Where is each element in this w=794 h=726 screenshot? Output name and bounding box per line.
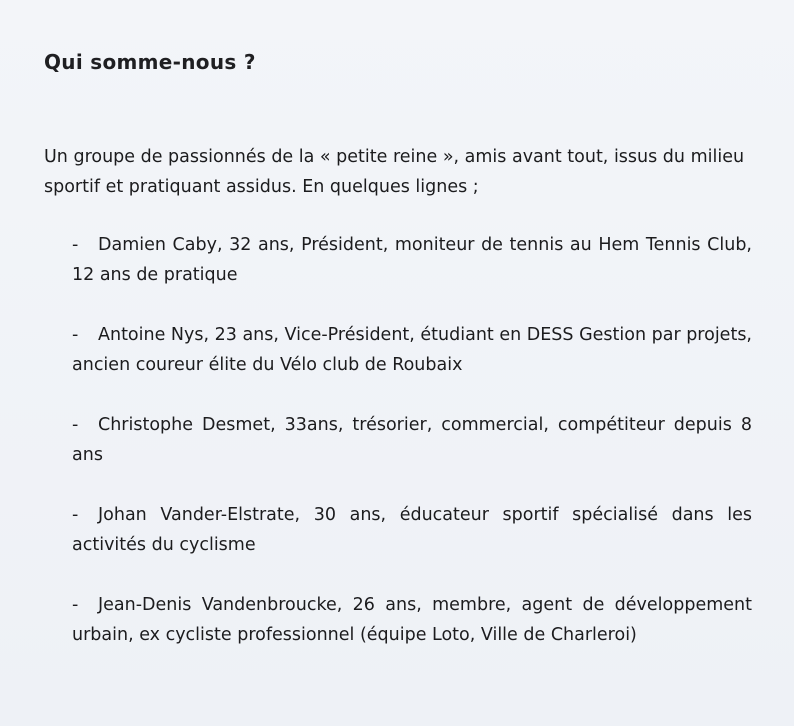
list-dash: - — [72, 595, 79, 615]
member-text: Christophe Desmet, 33ans, trésorier, commercial, compétiteur depuis 8 ans — [72, 415, 752, 465]
list-item-member-2 — [72, 320, 752, 380]
list-dash: - — [72, 415, 79, 435]
member-list — [72, 230, 752, 680]
member-text: Jean-Denis Vandenbroucke, 26 ans, membre, agent de développement urbain, ex cycliste professionnel (équipe Loto, Ville de Charleroi) — [72, 595, 752, 645]
member-text: Damien Caby, 32 ans, Président, moniteur de tennis au Hem Tennis Club, 12 ans de pratique — [72, 235, 752, 285]
member-text: Antoine Nys, 23 ans, Vice-Président, étudiant en DESS Gestion par projets, ancien coureur élite du Vélo club de Roubaix — [72, 325, 752, 375]
list-item-member-4 — [72, 500, 752, 560]
list-item-member-1 — [72, 230, 752, 290]
list-dash: - — [72, 325, 79, 345]
list-dash: - — [72, 505, 79, 525]
member-text: Johan Vander-Elstrate, 30 ans, éducateur sportif spécialisé dans les activités du cyclisme — [72, 505, 752, 555]
list-item-member-5 — [72, 590, 752, 650]
list-item-member-3 — [72, 410, 752, 470]
page-title: Qui somme-nous ? — [44, 50, 256, 74]
list-dash: - — [72, 235, 79, 255]
intro-paragraph: Un groupe de passionnés de la « petite reine », amis avant tout, issus du milieu sportif et pratiquant assidus. En quelques lignes ; — [44, 147, 745, 197]
